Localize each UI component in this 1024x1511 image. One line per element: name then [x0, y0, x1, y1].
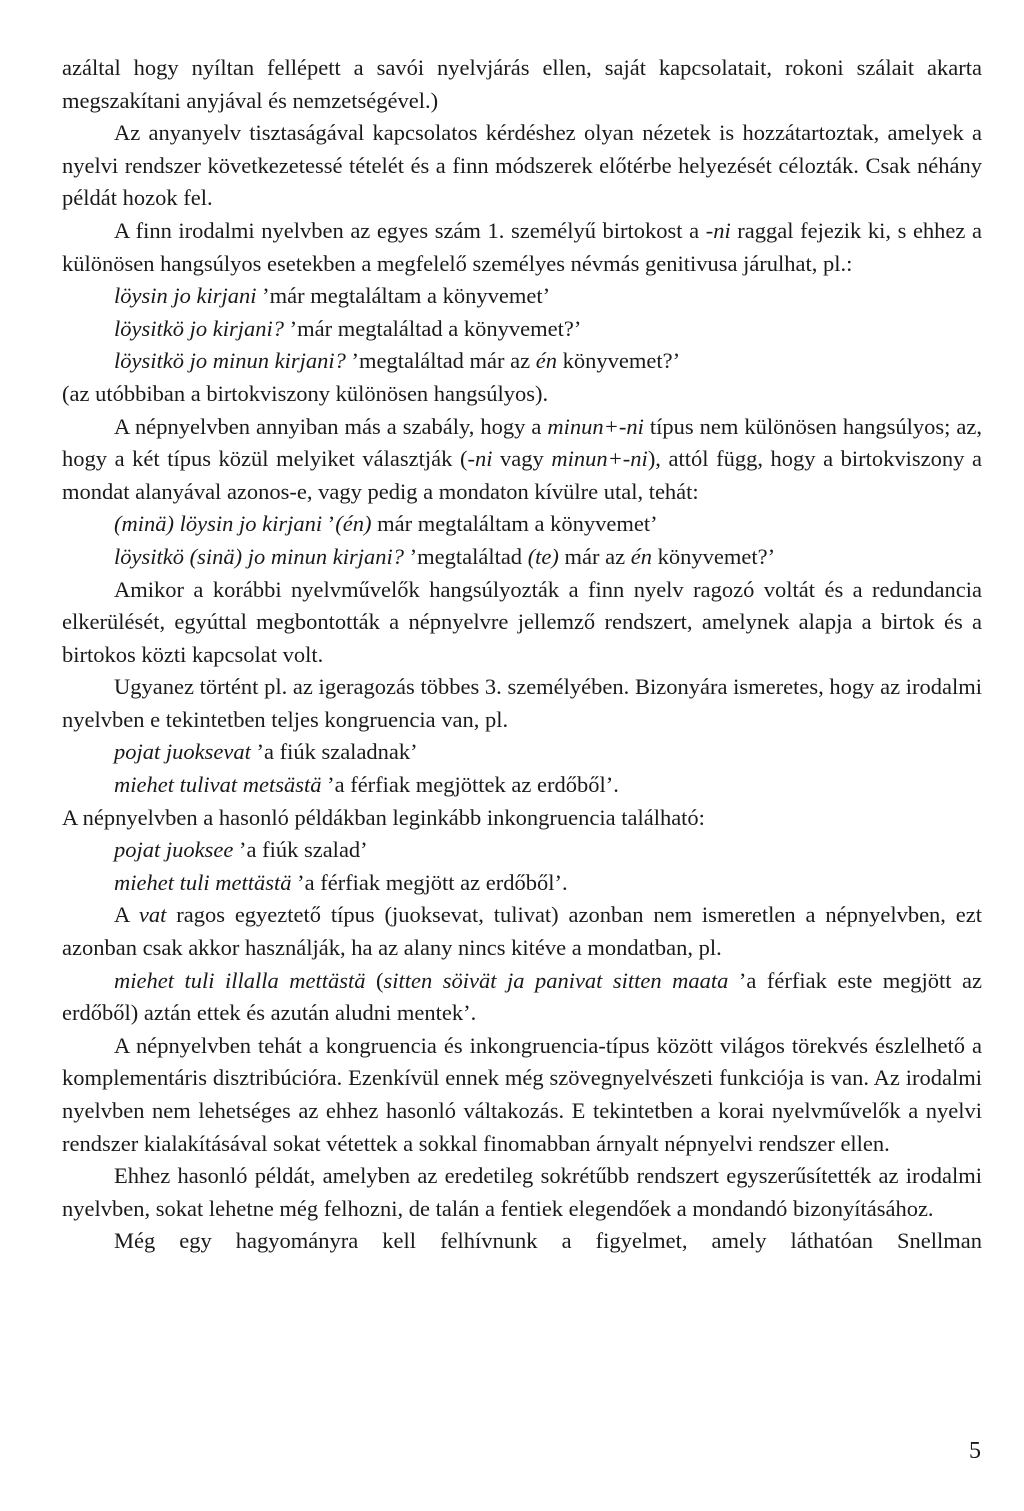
- paragraph-5: A népnyelvben annyiban más a szabály, hogy a minun+-ni típus nem különösen hangsúlyos; az, hogy a két típus közül melyiket választják (-ni vagy minun+-ni), attól függ, hogy a birtokviszony a mondat alanyával azonos-e, vagy pedig a mondaton kívülre utal, tehát:: [62, 413, 982, 504]
- paragraph-3: A finn irodalmi nyelvben az egyes szám 1. személyű birtokost a -ni raggal fejezik ki, s ehhez a különösen hangsúlyos esetekben a megfelelő személyes névmás genitivusa járulhat, pl.:: [62, 217, 982, 276]
- example-line: löysitkö jo kirjani? ’már megtaláltad a könyvemet?’: [114, 315, 582, 341]
- paragraph-8: A népnyelvben a hasonló példákban leginkább inkongruencia található:: [62, 804, 705, 830]
- paragraph-12: Még egy hagyományra kell felhívnunk a figyelmet, amely láthatóan Snellman: [114, 1228, 982, 1254]
- page-body: [62, 52, 982, 1258]
- example-line: löysitkö jo minun kirjani? ’megtaláltad már az én könyvemet?’: [114, 348, 681, 374]
- example-line: pojat juoksevat ’a fiúk szaladnak’: [114, 739, 418, 765]
- example-line: löysin jo kirjani ’már megtaláltam a könyvemet’: [114, 283, 551, 309]
- example-line: miehet tulivat metsästä ’a férfiak megjöttek az erdőből’.: [114, 772, 619, 798]
- paragraph-6: Amikor a korábbi nyelvművelők hangsúlyozták a finn nyelv ragozó voltát és a redundancia elkerülését, egyúttal megbontották a népnyelvre jellemző rendszert, amelynek alapja a birtok és a birtokos közti kapcsolat volt.: [62, 576, 982, 667]
- example-line: miehet tuli mettästä ’a férfiak megjött az erdőből’.: [114, 869, 568, 895]
- example-line: pojat juoksee ’a fiúk szalad’: [114, 837, 368, 863]
- paragraph-10: A népnyelvben tehát a kongruencia és inkongruencia-típus között világos törekvés észlelhető a komplementáris disztribúcióra. Ezenkívül ennek még szövegnyelvészeti funkciója is van. Az irodalmi nyelvben nem lehetséges az ehhez hasonló váltakozás. E tekintetben a korai nyelvművelők a nyelvi rendszer kialakításával sokat vétettek a sokkal finomabban árnyalt népnyelvi rendszer ellen.: [62, 1032, 982, 1156]
- example-line: (minä) löysin jo kirjani ’(én) már megtaláltam a könyvemet’: [114, 511, 658, 537]
- paragraph-11: Ehhez hasonló példát, amelyben az eredetileg sokrétűbb rendszert egyszerűsítették az irodalmi nyelvben, sokat lehetne még felhozni, de talán a fentiek elegendőek a mondandó bizonyításához.: [62, 1163, 982, 1221]
- paragraph-7: Ugyanez történt pl. az igeragozás többes 3. személyében. Bizonyára ismeretes, hogy az irodalmi nyelvben e tekintetben teljes kongruencia van, pl.: [62, 674, 982, 732]
- paragraph-9: A vat ragos egyeztető típus (juoksevat, tulivat) azonban nem ismeretlen a népnyelvben, ezt azonban csak akkor használják, ha az alany nincs kitéve a mondatban, pl.: [62, 902, 983, 961]
- paragraph-2: Az anyanyelv tisztaságával kapcsolatos kérdéshez olyan nézetek is hozzátartoztak, amelyek a nyelvi rendszer következetessé tételét és a finn módszerek előtérbe helyezését célozták. Csak néhány példát hozok fel.: [62, 120, 982, 211]
- example-line: löysitkö (sinä) jo minun kirjani? ’megtaláltad (te) már az én könyvemet?’: [114, 543, 776, 569]
- paragraph-4: (az utóbbiban a birtokviszony különösen hangsúlyos).: [62, 380, 549, 406]
- example-paragraph: miehet tuli illalla mettästä (sitten söivät ja panivat sitten maata ’a férfiak este megjött az erdőből) aztán ettek és azután aludni mentek’.: [62, 967, 983, 1026]
- paragraph-1: azáltal hogy nyíltan fellépett a savói nyelvjárás ellen, saját kapcsolatait, rokoni szálait akarta megszakítani anyjával és nemzetségével.): [62, 55, 982, 113]
- page-number: 5: [969, 1438, 981, 1464]
